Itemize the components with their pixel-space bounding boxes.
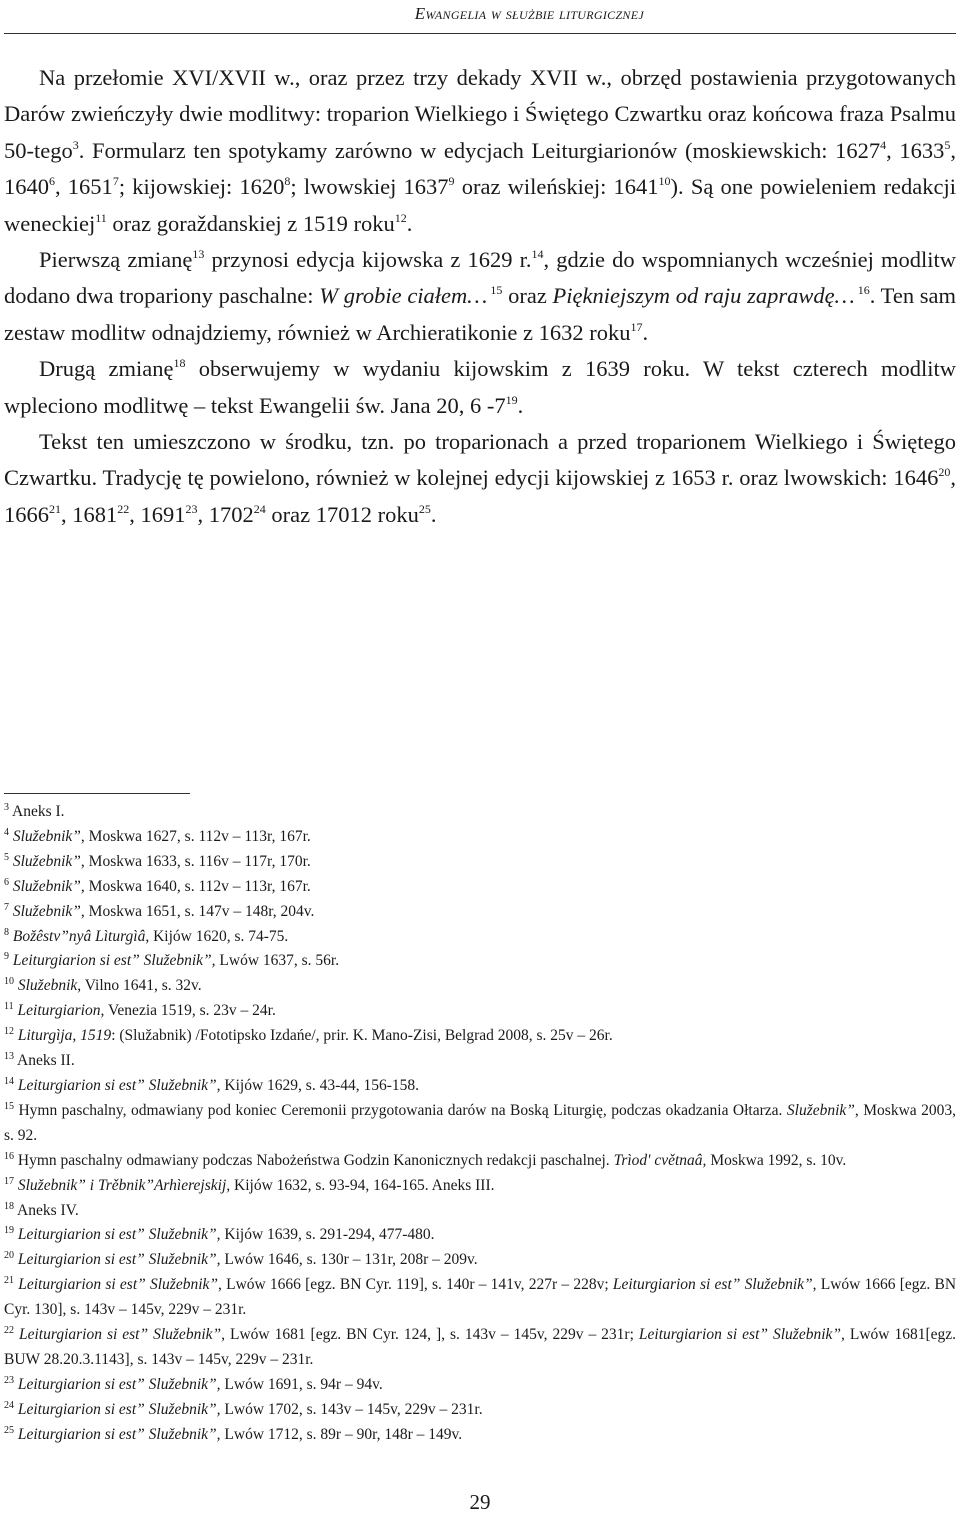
footnote-number: 15	[4, 1100, 14, 1112]
page-number: 29	[469, 1490, 491, 1514]
footnote: $^5$ Služebnik”, Moskwa 1633, s. 116v – 117r, 170r.	[4, 851, 311, 870]
footnote-number: 24	[4, 1399, 14, 1411]
footnote-number: 5	[4, 851, 9, 863]
footnote-ref: 4	[880, 137, 887, 152]
footnote: $^3$ Aneks I.	[4, 802, 65, 820]
footnote-ref: 6	[49, 174, 55, 189]
footnote-number: 17	[4, 1175, 14, 1187]
footnote-number: 10	[4, 976, 14, 988]
footnote-number: 13	[4, 1051, 14, 1063]
paragraph-2: Pierwszą zmianę$^{13}$ przynosi edycja kijowska z 1629 r.$^{14}$, gdzie do wspomnianych wcześniej modlitw dodano dwa tropariony paschalne: W grobie ciałem… $^{15}$ oraz Piękniejszym od raju zaprawdę… $^{16}$. Ten sam zestaw modlitw odnajdziemy, również w Archieratikonie z 1632 roku$^{17}$.	[4, 247, 957, 345]
footnote: $^{18}$ Aneks IV.	[4, 1200, 79, 1219]
footnote: $^{15}$ Hymn paschalny, odmawiany pod koniec Ceremonii przygotowania darów na Boską Liturgię, podczas okadzania Ołtarza. Služebnik”, Moskwa 2003, s. 92.	[4, 1100, 956, 1144]
footnote-ref: 17	[630, 319, 643, 334]
footnote-number: 19	[4, 1225, 14, 1237]
footnote-number: 14	[4, 1075, 14, 1087]
footnote-ref: 15	[487, 283, 503, 298]
footnote: $^{11}$ Leiturgiarion, Venezia 1519, s. 23v – 24r.	[4, 1001, 276, 1020]
footnote-ref: 21	[49, 501, 61, 516]
footnote-number: 3	[4, 802, 9, 813]
footnote-ref: 16	[854, 283, 870, 298]
footnotes	[4, 800, 956, 1448]
footnote-ref: 18	[173, 356, 186, 371]
footnote-number: 18	[4, 1200, 14, 1212]
footnote-ref: 24	[253, 501, 266, 516]
footnote: $^8$ Božêstv”nyâ Lìturgìâ, Kijów 1620, s. 74-75.	[4, 926, 289, 945]
footnote-number: 6	[4, 876, 9, 888]
footnote-ref: 3	[72, 137, 79, 152]
footnote-number: 20	[4, 1250, 14, 1262]
footnote-ref: 8	[284, 174, 291, 189]
footnote: $^{17}$ Služebnik” i Trěbnik”Arhìerejskij, Kijów 1632, s. 93-94, 164-165. Aneks III.	[4, 1175, 495, 1194]
footnote-number: 4	[4, 826, 9, 838]
footnote-ref: 5	[944, 137, 951, 152]
footnote-ref: 20	[938, 465, 951, 480]
footnote: $^{19}$ Leiturgiarion si est” Služebnik”, Kijów 1639, s. 291-294, 477-480.	[4, 1225, 435, 1244]
footnote: $^{23}$ Leiturgiarion si est” Služebnik”, Lwów 1691, s. 94r – 94v.	[4, 1374, 383, 1393]
footnote: $^{16}$ Hymn paschalny odmawiany podczas Nabożeństwa Godzin Kanonicznych redakcji paschalnej. Trìod' cvětnaâ, Moskwa 1992, s. 10v.	[4, 1150, 847, 1169]
footnote: $^{12}$ Liturgìja, 1519: (Služabnik) /Fototipsko Izdańe/, prir. K. Mano-Zisi, Belgrad 2008, s. 25v – 26r.	[4, 1026, 613, 1045]
footnote-number: 9	[4, 951, 9, 963]
footnote: $^{14}$ Leiturgiarion si est” Služebnik”, Kijów 1629, s. 43-44, 156-158.	[4, 1075, 420, 1094]
footnote-number: 21	[4, 1275, 14, 1287]
footnote: $^{20}$ Leiturgiarion si est” Služebnik”, Lwów 1646, s. 130r – 131r, 208r – 209v.	[4, 1250, 478, 1269]
footnote-number: 25	[4, 1424, 14, 1436]
footnote: $^{22}$ Leiturgiarion si est” Služebnik”, Lwów 1681 [egz. BN Cyr. 124, ], s. 143v – 145v, 229v – 231r; Leiturgiarion si est” Služebnik”, Lwów 1681[egz. BUW 28.20.3.1143], s. 143v – 145v, 229v – 231r.	[4, 1325, 957, 1368]
footnote-ref: 13	[192, 247, 205, 262]
footnote: $^{10}$ Služebnik, Vilno 1641, s. 32v.	[4, 976, 202, 995]
paragraph-4: Tekst ten umieszczono w środku, tzn. po troparionach a przed troparionem Wielkiego i Świętego Czwartku. Tradycję tę powielono, również w kolejnej edycji kijowskiej z 1653 r. oraz lwowskich: 1646$^{20}$, 1666$^{21}$, 1681$^{22}$, 1691$^{23}$, 1702$^{24}$ oraz 17012 roku$^{25}$.	[4, 429, 956, 527]
footnote: $^7$ Služebnik”, Moskwa 1651, s. 147v – 148r, 204v.	[4, 901, 315, 920]
header-rule	[4, 33, 956, 34]
footnote-number: 11	[4, 1001, 14, 1013]
footnote-number: 22	[4, 1325, 14, 1337]
footnote: $^{24}$ Leiturgiarion si est” Služebnik”, Lwów 1702, s. 143v – 145v, 229v – 231r.	[4, 1399, 483, 1418]
footnote-number: 23	[4, 1374, 14, 1386]
footnote-ref: 25	[418, 501, 431, 516]
running-header: Ewangelia w służbie liturgicznej	[414, 4, 644, 23]
footnote-separator	[4, 793, 190, 794]
footnote: $^{25}$ Leiturgiarion si est” Služebnik”, Lwów 1712, s. 89r – 90r, 148r – 149v.	[4, 1424, 463, 1443]
footnote: $^{13}$ Aneks II.	[4, 1051, 75, 1070]
footnote-ref: 9	[448, 174, 455, 189]
footnote-ref: 10	[658, 174, 671, 189]
footnote-ref: 14	[531, 247, 544, 262]
footnote-number: 12	[4, 1026, 14, 1038]
footnote-ref: 22	[117, 501, 130, 516]
footnote-number: 7	[4, 901, 9, 913]
footnote-ref: 12	[394, 210, 407, 225]
footnote-ref: 19	[505, 392, 518, 407]
footnote-number: 8	[4, 926, 9, 938]
footnote-ref: 11	[95, 210, 107, 225]
paragraph-1: Na przełomie XVI/XVII w., oraz przez trzy dekady XVII w., obrzęd postawienia przygotowanych Darów zwieńczyły dwie modlitwy: troparion Wielkiego i Świętego Czwartku oraz końcowa fraza Psalmu 50-tego$^3$. Formularz ten spotykamy zarówno w edycjach Leiturgiarionów (moskiewskich: 1627$^4$, 1633$^5$, 1640$^6$, 1651$^7$; kijowskiej: 1620$^8$; lwowskiej 1637$^9$ oraz wileńskiej: 1641$^{10}$). Są one powieleniem redakcji weneckiej$^{11}$ oraz goraždanskiej z 1519 roku$^{12}$.	[4, 65, 957, 236]
footnote-ref: 7	[112, 174, 119, 189]
main-text	[4, 60, 956, 533]
footnote: $^9$ Leiturgiarion si est” Služebnik”, Lwów 1637, s. 56r.	[4, 951, 340, 970]
footnote: $^{21}$ Leiturgiarion si est” Služebnik”, Lwów 1666 [egz. BN Cyr. 119], s. 140r – 141v, 227r – 228v; Leiturgiarion si est” Služebnik”, Lwów 1666 [egz. BN Cyr. 130], s. 143v – 145v, 229v – 231r.	[4, 1275, 957, 1319]
footnote: $^4$ Služebnik”, Moskwa 1627, s. 112v – 113r, 167r.	[4, 826, 311, 845]
paragraph-3: Drugą zmianę$^{18}$ obserwujemy w wydaniu kijowskim z 1639 roku. W tekst czterech modlitw wpleciono modlitwę – tekst Ewangelii św. Jana 20, 6 $-7^{19}$.	[4, 356, 956, 418]
footnote: $^6$ Služebnik”, Moskwa 1640, s. 112v – 113r, 167r.	[4, 876, 311, 895]
footnote-ref: 23	[185, 501, 198, 516]
footnote-number: 16	[4, 1150, 14, 1162]
